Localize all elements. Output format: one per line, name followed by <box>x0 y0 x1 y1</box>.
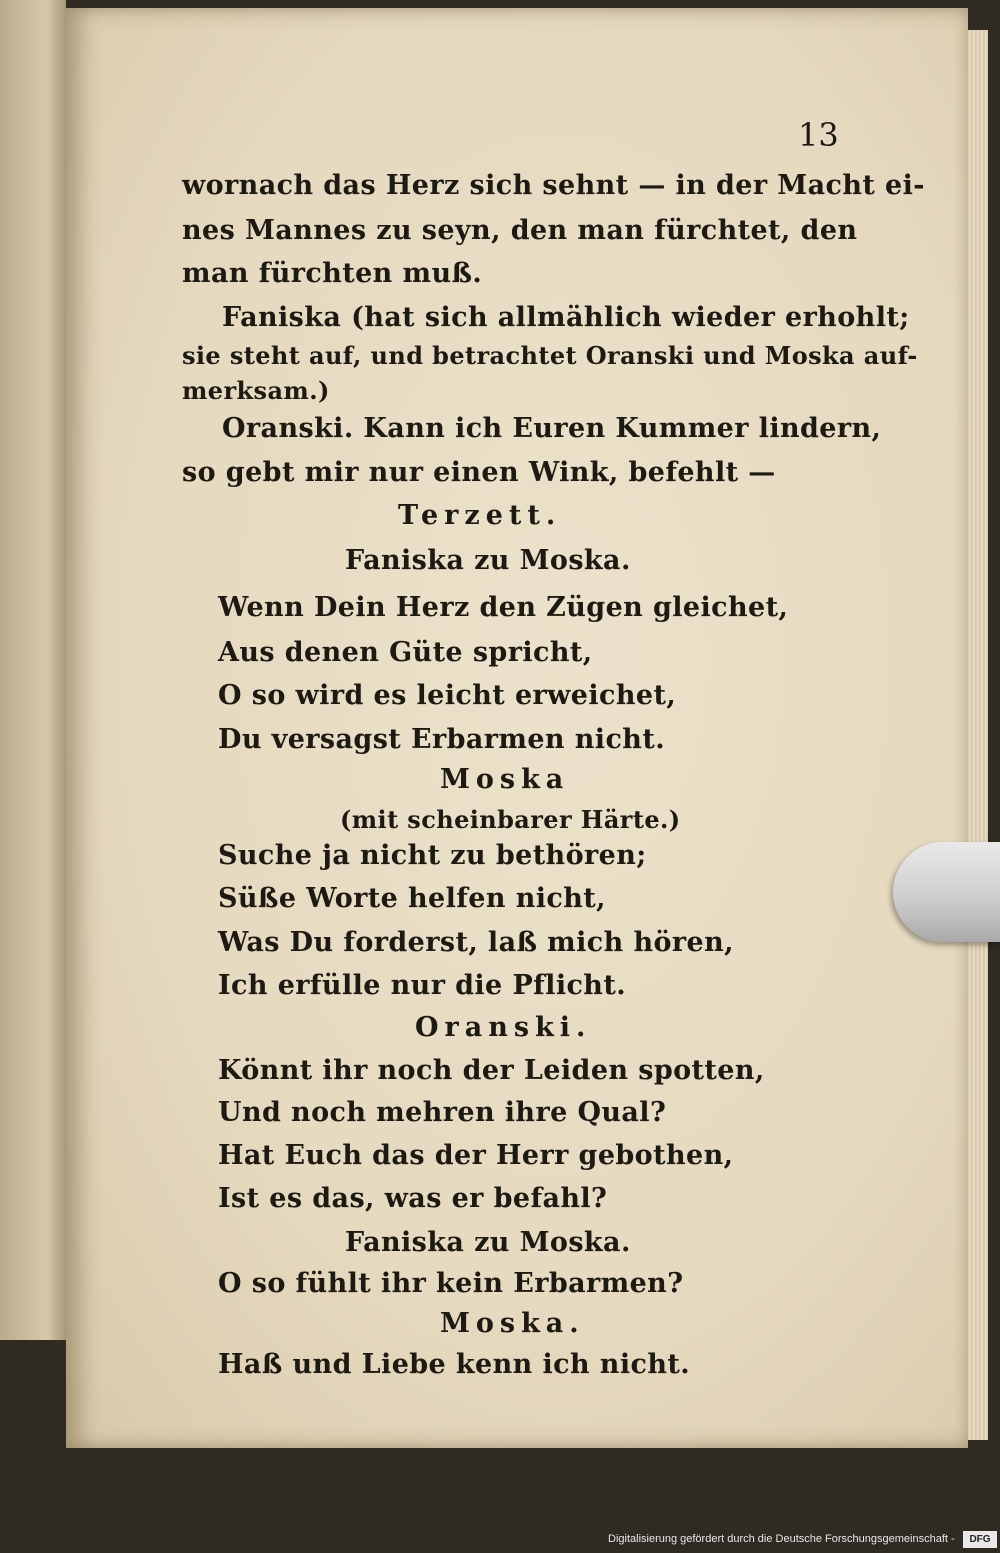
stage-direction-line: sie steht auf, und betrachtet Oranski und Moska auf- <box>182 341 918 370</box>
speaker-heading: Moska. <box>440 1308 585 1339</box>
section-heading: Terzett. <box>398 500 562 531</box>
speaker-heading: Oranski. <box>415 1012 592 1043</box>
verse-line: Könnt ihr noch der Leiden spotten, <box>218 1055 765 1086</box>
verse-line: Was Du forderst, laß mich hören, <box>218 927 734 958</box>
verse-line: Und noch mehren ihre Qual? <box>218 1097 667 1128</box>
text-line: man fürchten muß. <box>182 258 483 289</box>
stage-direction-line: (mit scheinbarer Härte.) <box>340 805 681 834</box>
verse-line: Süße Worte helfen nicht, <box>218 883 606 914</box>
verse-line: Ist es das, was er befahl? <box>218 1183 608 1214</box>
text-line: so gebt mir nur einen Wink, befehlt — <box>182 457 776 488</box>
stage-direction-line: merksam.) <box>182 376 330 405</box>
speaker-line: Oranski. Kann ich Euren Kummer lindern, <box>222 413 882 444</box>
page-stack-edges <box>966 30 988 1440</box>
dfg-logo: DFG <box>963 1531 997 1548</box>
verse-line: Du versagst Erbarmen nicht. <box>218 724 665 755</box>
text-line: nes Mannes zu seyn, den man fürchtet, den <box>182 215 858 246</box>
page-tab-marker <box>893 842 1000 942</box>
verse-line: Aus denen Güte spricht, <box>218 637 593 668</box>
speaker-heading: Faniska zu Moska. <box>345 545 631 576</box>
speaker-heading: Moska <box>440 764 570 795</box>
left-page-edge <box>0 0 66 1340</box>
speaker-heading: Faniska zu Moska. <box>345 1227 631 1258</box>
verse-line: O so wird es leicht erweichet, <box>218 680 677 711</box>
verse-line: Hat Euch das der Herr gebothen, <box>218 1140 734 1171</box>
text-line: wornach das Herz sich sehnt — in der Macht ei- <box>182 170 925 201</box>
verse-line: Haß und Liebe kenn ich nicht. <box>218 1349 691 1380</box>
verse-line: O so fühlt ihr kein Erbarmen? <box>218 1268 684 1299</box>
page-number: 13 <box>798 116 839 154</box>
footer-credit: Digitalisierung gefördert durch die Deutsche Forschungsgemeinschaft - <box>608 1533 955 1545</box>
verse-line: Ich erfülle nur die Pflicht. <box>218 970 627 1001</box>
verse-line: Suche ja nicht zu bethören; <box>218 840 647 871</box>
verse-line: Wenn Dein Herz den Zügen gleichet, <box>218 592 789 623</box>
speaker-line: Faniska (hat sich allmählich wieder erhohlt; <box>222 302 910 333</box>
